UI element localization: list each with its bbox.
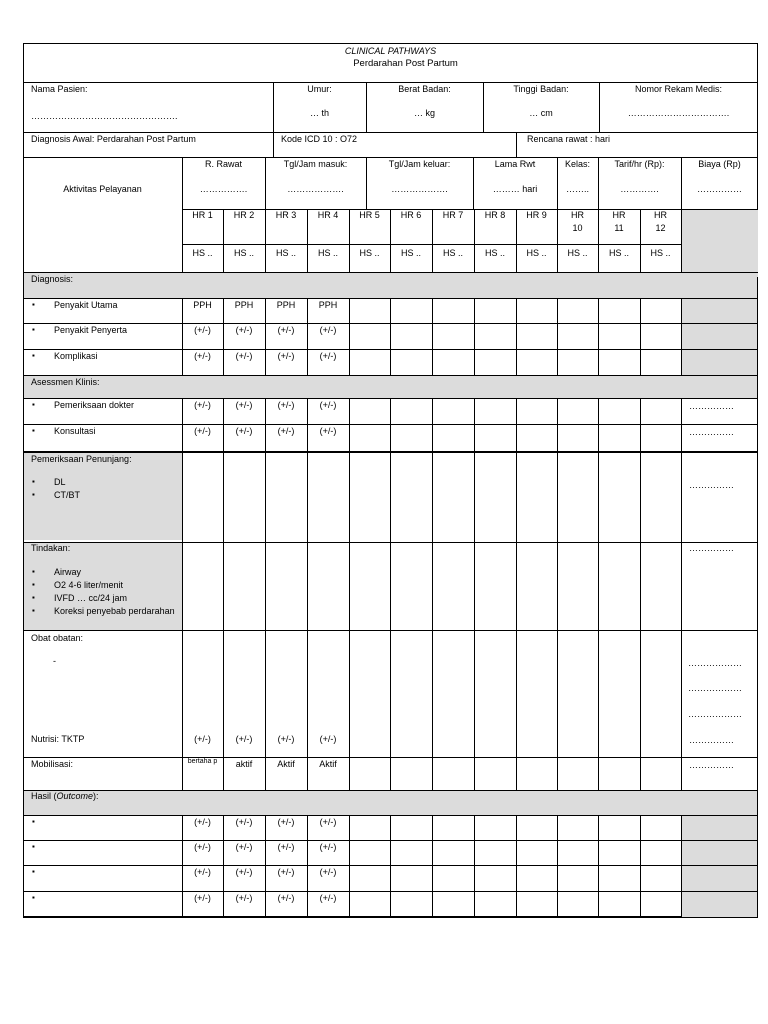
grid-line: [640, 815, 641, 840]
support-item-dl: ▪ DL: [54, 477, 174, 487]
action-item-airway: ▪ Airway: [54, 567, 174, 577]
row-mobilization-day1: bertaha p: [187, 758, 218, 765]
grid-line: [390, 732, 391, 757]
grid-line: [432, 757, 433, 790]
hs-cell-3: HS ..: [275, 248, 296, 258]
grid-line: [349, 891, 350, 917]
grid-line: [390, 630, 391, 732]
cost-value: ……………: [697, 184, 742, 194]
grid-line: [265, 630, 266, 732]
grid-line: [349, 542, 350, 630]
row-outcome-2-day2: (+/-): [235, 842, 253, 852]
grid-line: [432, 865, 433, 891]
action-item-koreksi: ▪ Koreksi penyebab perdarahan: [54, 605, 179, 617]
hs-cell-11: HS ..: [608, 248, 629, 258]
grid-line: [182, 542, 183, 630]
row-line: [23, 375, 758, 376]
grid-line: [432, 891, 433, 917]
grid-line: [516, 865, 517, 891]
room-header: R. Rawat: [204, 159, 242, 169]
height-value: … cm: [529, 108, 553, 118]
row-line: [23, 917, 758, 918]
row-main-disease-day2: PPH: [234, 300, 254, 310]
grid-line: [349, 424, 350, 451]
grid-line: [557, 840, 558, 865]
grid-line: [307, 452, 308, 542]
grid-line: [681, 757, 682, 790]
grid-line: [474, 424, 475, 451]
day-header-11: HR 11: [612, 210, 626, 233]
row-mobilization-label: Mobilisasi:: [31, 759, 74, 769]
row-outcome-2-day1: (+/-): [194, 842, 211, 852]
grid-line: [681, 424, 682, 451]
row-nutrition-cost: ……………: [689, 735, 734, 745]
grid-line: [557, 891, 558, 917]
grid-line: [598, 298, 599, 323]
grid-line: [349, 323, 350, 349]
grid-line: [681, 542, 682, 630]
row-consultation-label: ▪ Konsultasi: [54, 426, 179, 436]
grid-line: [598, 815, 599, 840]
row-mobilization-day3: Aktif: [277, 759, 295, 769]
day-header-2: HR 2: [233, 210, 255, 220]
day-header-5: HR 5: [359, 210, 380, 220]
grid-line: [474, 630, 475, 732]
grid-line: [390, 865, 391, 891]
action-item-o2: ▪ O2 4-6 liter/menit: [54, 580, 179, 590]
row-outcome-3-day2: (+/-): [235, 867, 253, 877]
grid-line: [598, 349, 599, 375]
action-cost: ……………: [689, 543, 734, 553]
row-complication-day1: (+/-): [194, 351, 211, 361]
row-outcome-1-day3: (+/-): [277, 817, 295, 827]
grid-line: [474, 452, 475, 542]
hs-cell-12: HS ..: [650, 248, 671, 258]
row-complication-day3: (+/-): [277, 351, 295, 361]
grid-line: [349, 452, 350, 542]
grid-line: [432, 732, 433, 757]
grid-line: [640, 542, 641, 630]
row-nutrition-day2: (+/-): [235, 734, 253, 744]
grid-line: [474, 815, 475, 840]
grid-line: [681, 815, 682, 840]
grid-line: [557, 865, 558, 891]
grid-line: [516, 298, 517, 323]
mrn-label: Nomor Rekam Medis:: [634, 84, 723, 94]
grid-line: [516, 542, 517, 630]
grid-line: [432, 298, 433, 323]
grid-line: [23, 452, 758, 453]
day-header-9: HR 9: [526, 210, 547, 220]
grid-line: [557, 757, 558, 790]
outcome-outcome_prefix: Hasil (: [31, 791, 57, 801]
grid-line: [432, 349, 433, 375]
grid-line: [474, 298, 475, 323]
grid-line: [640, 732, 641, 757]
day-header-7: HR 7: [442, 210, 464, 220]
gray-cell: [681, 790, 757, 917]
hs-cell-9: HS ..: [526, 248, 547, 258]
row-consultation-day4: (+/-): [319, 426, 337, 436]
row-line: [23, 132, 758, 133]
grid-line: [390, 323, 391, 349]
grid-line: [349, 349, 350, 375]
row-outcome-2-day4: (+/-): [319, 842, 337, 852]
row-nutrition-day3: (+/-): [277, 734, 295, 744]
drugs-cost-3: ………………: [688, 709, 742, 719]
row-comorbid-day1: (+/-): [194, 325, 211, 335]
row-main-disease-day4: PPH: [318, 300, 338, 310]
row-doctor-exam-day3: (+/-): [277, 400, 295, 410]
grid-line: [681, 452, 682, 542]
grid-line: [640, 630, 641, 732]
row-outcome-4-day1: (+/-): [194, 893, 211, 903]
grid-line: [474, 542, 475, 630]
row-mobilization-day2: aktif: [235, 759, 253, 769]
grid-line: [681, 840, 682, 865]
row-line: [23, 272, 758, 273]
row-main-disease-label: ▪ Penyakit Utama: [54, 300, 179, 310]
day-header-1: HR 1: [192, 210, 213, 220]
row-mobilization-day4: Aktif: [319, 759, 337, 769]
row-consultation-day1: (+/-): [194, 426, 211, 436]
section-action: Tindakan:: [31, 543, 71, 553]
section-diagnosis: Diagnosis:: [31, 274, 74, 284]
day-header-4: HR 4: [317, 210, 339, 220]
grid-line: [557, 349, 558, 375]
grid-line: [516, 757, 517, 790]
drugs-cost-1: ………………: [688, 658, 742, 668]
grid-line: [640, 840, 641, 865]
form-subtitle: Perdarahan Post Partum: [353, 58, 458, 69]
row-doctor-exam-cost: ……………: [689, 401, 734, 411]
grid-line: [474, 757, 475, 790]
grid-line: [349, 815, 350, 840]
grid-line: [182, 452, 183, 542]
grid-line: [640, 298, 641, 323]
grid-line: [474, 323, 475, 349]
row-comorbid-day2: (+/-): [235, 325, 253, 335]
in-header: Tgl/Jam masuk:: [283, 159, 348, 169]
grid-line: [182, 630, 183, 732]
grid-line: [681, 349, 682, 375]
grid-line: [349, 757, 350, 790]
section-outcome: [31, 791, 231, 801]
grid-line: [349, 298, 350, 323]
section-support: Pemeriksaan Penunjang:: [31, 454, 132, 464]
row-main-disease-day1: PPH: [193, 300, 212, 310]
day-header-8: HR 8: [484, 210, 506, 220]
grid-line: [516, 891, 517, 917]
grid-line: [598, 732, 599, 757]
activity-header: Aktivitas Pelayanan: [63, 184, 142, 194]
row-nutrition-day4: (+/-): [319, 734, 337, 744]
grid-line: [516, 349, 517, 375]
out-header: Tgl/Jam keluar:: [388, 159, 451, 169]
grid-line: [432, 815, 433, 840]
row-outcome-3-day1: (+/-): [194, 867, 211, 877]
grid-line: [516, 323, 517, 349]
row-consultation-day3: (+/-): [277, 426, 295, 436]
grid-line: [349, 398, 350, 424]
grid-line: [223, 452, 224, 542]
grid-line: [516, 840, 517, 865]
grid-line: [349, 840, 350, 865]
row-consultation-day2: (+/-): [235, 426, 253, 436]
row-complication-label: ▪ Komplikasi: [54, 351, 179, 361]
row-doctor-exam-day4: (+/-): [319, 400, 337, 410]
grid-line: [390, 757, 391, 790]
grid-line: [516, 630, 517, 732]
grid-line: [681, 630, 682, 732]
grid-line: [681, 732, 682, 757]
grid-line: [681, 323, 682, 349]
row-outcome-1-day1: (+/-): [194, 817, 211, 827]
support-item-ctbt: ▪ CT/BT: [54, 490, 174, 500]
day-header-12: HR 12: [654, 210, 667, 233]
row-comorbid-day3: (+/-): [277, 325, 295, 335]
grid-line: [557, 424, 558, 451]
hs-cell-6: HS ..: [400, 248, 421, 258]
row-comorbid-day4: (+/-): [319, 325, 337, 335]
grid-line: [557, 323, 558, 349]
grid-line: [474, 865, 475, 891]
grid-line: [516, 398, 517, 424]
grid-line: [474, 732, 475, 757]
grid-line: [640, 398, 641, 424]
initial-diagnosis: Diagnosis Awal: Perdarahan Post Partum: [31, 134, 196, 144]
day-header-3: HR 3: [275, 210, 297, 220]
row-line: [23, 157, 758, 158]
grid-line: [640, 349, 641, 375]
action-item-ivfd: ▪ IVFD … cc/24 jam: [54, 593, 179, 603]
grid-line: [516, 452, 517, 542]
row-doctor-exam-day1: (+/-): [194, 400, 211, 410]
row-outcome-1-day4: (+/-): [319, 817, 337, 827]
section-drugs: Obat obatan:: [31, 633, 84, 643]
grid-line: [516, 815, 517, 840]
row-outcome-3-day3: (+/-): [277, 867, 295, 877]
grid-line: [390, 542, 391, 630]
grid-line: [432, 323, 433, 349]
patient-name-value: ………………………………………….: [31, 111, 178, 121]
hs-cell-2: HS ..: [233, 248, 254, 258]
grid-line: [474, 349, 475, 375]
grid-line: [681, 209, 682, 272]
outcome-outcome_italic: Outcome: [56, 791, 94, 801]
grid-line: [390, 424, 391, 451]
icd-code: Kode ICD 10 : O72: [281, 134, 358, 144]
grid-line: [349, 865, 350, 891]
grid-line: [598, 398, 599, 424]
weight-value: … kg: [413, 108, 435, 118]
grid-line: [307, 630, 308, 732]
patient-name-label: Nama Pasien:: [31, 84, 88, 94]
grid-line: [474, 891, 475, 917]
grid-line: [390, 840, 391, 865]
grid-line: [557, 298, 558, 323]
hs-cell-8: HS ..: [484, 248, 505, 258]
hs-cell-7: HS ..: [442, 248, 463, 258]
grid-line: [432, 452, 433, 542]
row-outcome-4-day2: (+/-): [235, 893, 253, 903]
grid-line: [265, 542, 266, 630]
in-value: ……………….: [287, 184, 344, 194]
grid-line: [474, 398, 475, 424]
los-header: Lama Rwt: [494, 159, 536, 169]
grid-line: [390, 452, 391, 542]
grid-line: [640, 452, 641, 542]
row-comorbid-label: ▪ Penyakit Penyerta: [54, 325, 179, 335]
hs-cell-5: HS ..: [359, 248, 380, 258]
grid-line: [390, 349, 391, 375]
hs-cell-4: HS ..: [317, 248, 338, 258]
tariff-value: ………….: [620, 184, 659, 194]
grid-line: [598, 630, 599, 732]
mrn-value: …………………………….: [627, 108, 730, 118]
grid-line: [557, 815, 558, 840]
grid-line: [598, 891, 599, 917]
grid-line: [390, 891, 391, 917]
grid-line: [23, 790, 758, 791]
grid-line: [516, 424, 517, 451]
grid-line: [390, 815, 391, 840]
out-value: ……………….: [391, 184, 448, 194]
row-outcome-2-day3: (+/-): [277, 842, 295, 852]
grid-line: [223, 542, 224, 630]
grid-line: [557, 398, 558, 424]
row-complication-day2: (+/-): [235, 351, 253, 361]
row-outcome-3-day4: (+/-): [319, 867, 337, 877]
grid-line: [432, 398, 433, 424]
form-header: [24, 44, 757, 83]
outcome-outcome_suffix: ):: [93, 791, 99, 801]
grid-line: [432, 542, 433, 630]
grid-line: [640, 865, 641, 891]
grid-line: [598, 865, 599, 891]
grid-line: [640, 891, 641, 917]
form-title: CLINICAL PATHWAYS: [344, 46, 437, 56]
grid-line: [557, 452, 558, 542]
day-header-6: HR 6: [400, 210, 422, 220]
grid-line: [640, 757, 641, 790]
los-value: ……… hari: [492, 184, 538, 194]
row-doctor-exam-label: ▪ Pemeriksaan dokter: [54, 400, 179, 410]
grid-line: [598, 452, 599, 542]
grid-line: [307, 542, 308, 630]
hs-cell-1: HS ..: [192, 248, 213, 258]
weight-label: Berat Badan:: [398, 84, 451, 94]
drugs-dash: -: [53, 656, 56, 666]
class-header: Kelas:: [564, 159, 590, 169]
drugs-cost-2: ………………: [688, 683, 742, 693]
row-outcome-1-day2: (+/-): [235, 817, 253, 827]
grid-line: [432, 424, 433, 451]
grid-line: [432, 630, 433, 732]
row-doctor-exam-day2: (+/-): [235, 400, 253, 410]
grid-line: [265, 452, 266, 542]
grid-line: [557, 630, 558, 732]
grid-line: [474, 840, 475, 865]
grid-line: [598, 542, 599, 630]
row-nutrition-label: Nutrisi: TKTP: [31, 734, 85, 744]
row-mobilization-cost: ……………: [689, 760, 734, 770]
support-cost: ……………: [689, 480, 734, 490]
grid-line: [681, 865, 682, 891]
grid-line: [681, 298, 682, 323]
grid-line: [223, 630, 224, 732]
grid-line: [390, 398, 391, 424]
height-label: Tinggi Badan:: [513, 84, 569, 94]
grid-line: [598, 757, 599, 790]
row-nutrition-day1: (+/-): [194, 734, 211, 744]
hs-cell-10: HS ..: [567, 248, 588, 258]
grid-line: [349, 732, 350, 757]
row-outcome-4-day3: (+/-): [277, 893, 295, 903]
age-value: … th: [309, 108, 329, 118]
grid-line: [557, 732, 558, 757]
grid-line: [432, 840, 433, 865]
grid-line: [557, 542, 558, 630]
grid-line: [516, 732, 517, 757]
room-value: …………….: [199, 184, 248, 194]
grid-line: [640, 323, 641, 349]
row-outcome-4-day4: (+/-): [319, 893, 337, 903]
day-header-10: HR 10: [571, 210, 584, 233]
age-label: Umur:: [307, 84, 332, 94]
grid-line: [681, 891, 682, 917]
grid-line: [598, 323, 599, 349]
grid-line: [598, 840, 599, 865]
grid-line: [516, 132, 517, 157]
grid-line: [640, 424, 641, 451]
grid-line: [598, 424, 599, 451]
cost-header: Biaya (Rp): [698, 159, 741, 169]
row-complication-day4: (+/-): [319, 351, 337, 361]
grid-line: [681, 398, 682, 424]
grid-line: [390, 298, 391, 323]
section-assessment: Asessmen Klinis:: [31, 377, 100, 387]
grid-line: [349, 630, 350, 732]
care-plan: Rencana rawat : hari: [527, 134, 611, 144]
gray-cell: [681, 209, 758, 277]
row-consultation-cost: ……………: [689, 427, 734, 437]
tariff-header: Tarif/hr (Rp):: [614, 159, 665, 169]
row-main-disease-day3: PPH: [276, 300, 296, 310]
class-value: ……..: [565, 184, 589, 194]
